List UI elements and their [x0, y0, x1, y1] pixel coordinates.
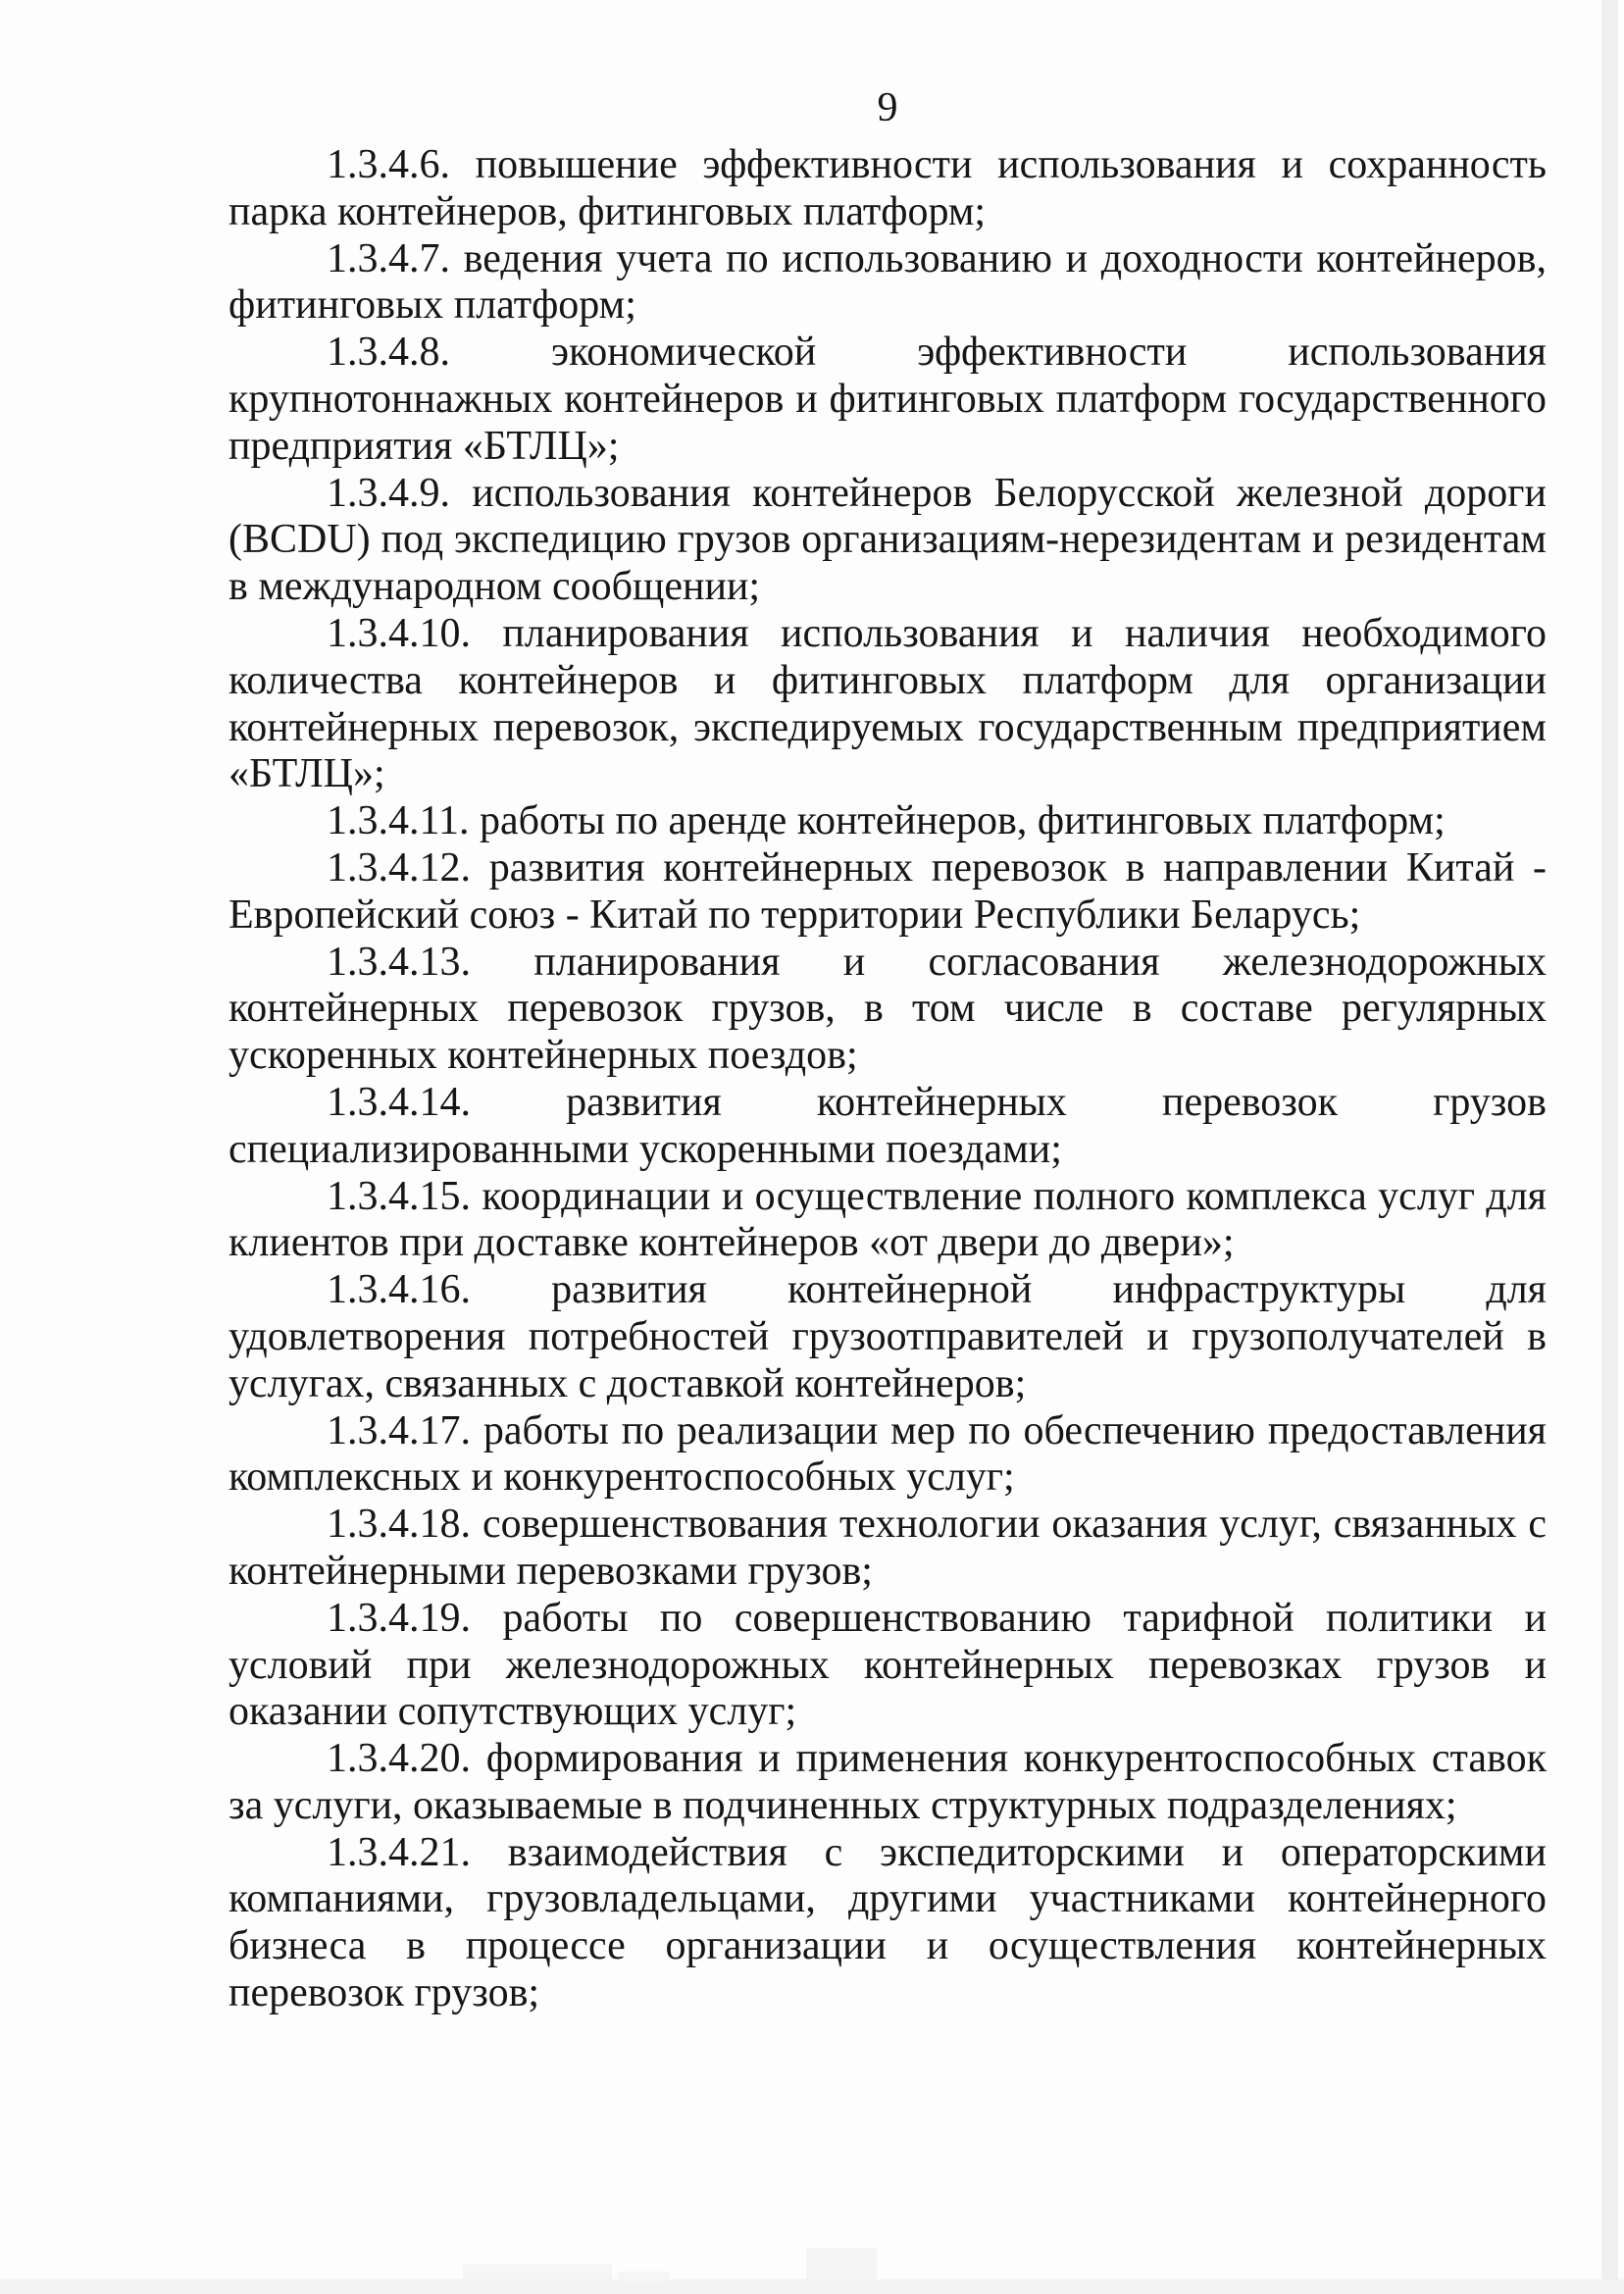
clause-paragraph-1.3.4.10 [228, 611, 1547, 798]
text-line: 1.3.4.15. координации и осуществление полного комплекса услуг для [327, 1173, 1547, 1219]
clause-paragraph-1.3.4.9 [228, 471, 1547, 611]
text-line: 1.3.4.16. развития контейнерной инфраструктуры для [327, 1267, 1547, 1313]
text-line: 1.3.4.7. ведения учета по использованию и доходности контейнеров, [327, 235, 1547, 281]
clause-paragraph-1.3.4.21 [228, 1830, 1547, 2017]
text-line: оказании сопутствующих услуг; [228, 1689, 797, 1735]
text-line: бизнеса в процессе организации и осуществления контейнерных [228, 1923, 1547, 1969]
scan-smudge [806, 2248, 877, 2281]
clause-paragraph-1.3.4.16 [228, 1267, 1547, 1407]
text-line: 1.3.4.9. использования контейнеров Белорусской железной дороги [327, 470, 1547, 516]
text-line: клиентов при доставке контейнеров «от двери до двери»; [228, 1220, 1235, 1266]
clause-paragraph-1.3.4.14 [228, 1080, 1547, 1174]
text-line: контейнерными перевозками грузов; [228, 1548, 873, 1594]
clause-paragraph-1.3.4.20 [228, 1736, 1547, 1830]
text-line: 1.3.4.6. повышение эффективности использования и сохранность [327, 142, 1547, 187]
scan-smudge [463, 2264, 612, 2279]
text-line: удовлетворения потребностей грузоотправителей и грузополучателей в [228, 1313, 1547, 1359]
scan-edge-shadow-right [1601, 0, 1618, 2294]
text-line: контейнерных перевозок грузов, в том числе в составе регулярных [228, 986, 1547, 1032]
text-line: специализированными ускоренными поездами; [228, 1126, 1062, 1172]
text-line: перевозок грузов; [228, 1970, 540, 2016]
clause-paragraph-1.3.4.6 [228, 142, 1547, 236]
text-line: 1.3.4.8. экономической эффективности использования [327, 330, 1547, 376]
text-line: 1.3.4.13. планирования и согласования железнодорожных [327, 939, 1547, 985]
text-line: 1.3.4.21. взаимодействия с экспедиторскими и операторскими [327, 1829, 1547, 1875]
text-line: услугах, связанных с доставкой контейнеров; [228, 1360, 1027, 1406]
clause-paragraph-1.3.4.17 [228, 1408, 1547, 1503]
text-block [228, 142, 1547, 2017]
text-line: фитинговых платформ; [228, 282, 636, 329]
text-line: 1.3.4.19. работы по совершенствованию тарифной политики и [327, 1595, 1547, 1641]
text-line: в международном сообщении; [228, 564, 761, 610]
text-line: Европейский союз - Китай по территории Республики Беларусь; [228, 892, 1361, 938]
text-line: 1.3.4.18. совершенствования технологии оказания услуг, связанных с [327, 1502, 1547, 1548]
text-line: 1.3.4.10. планирования использования и наличия необходимого [327, 610, 1547, 656]
clause-paragraph-1.3.4.7 [228, 236, 1547, 331]
scan-smudge [618, 2271, 669, 2281]
text-line: 1.3.4.11. работы по аренде контейнеров, фитинговых платформ; [327, 798, 1446, 844]
clause-paragraph-1.3.4.18 [228, 1502, 1547, 1596]
text-line: 1.3.4.20. формирования и применения конкурентоспособных ставок [327, 1736, 1547, 1782]
clause-paragraph-1.3.4.8 [228, 330, 1547, 470]
clause-paragraph-1.3.4.19 [228, 1596, 1547, 1736]
page-number: 9 [877, 85, 898, 130]
clause-paragraph-1.3.4.13 [228, 940, 1547, 1080]
text-line: «БТЛЦ»; [228, 751, 385, 797]
text-line: предприятия «БТЛЦ»; [228, 423, 620, 469]
text-line: 1.3.4.14. развития контейнерных перевозок грузов [327, 1079, 1547, 1125]
text-line: 1.3.4.12. развития контейнерных перевозок в направлении Китай - [327, 844, 1547, 891]
text-line: (BCDU) под экспедицию грузов организациям-нерезидентам и резидентам [228, 517, 1547, 563]
text-line: комплексных и конкурентоспособных услуг; [228, 1454, 1015, 1501]
text-line: парка контейнеров, фитинговых платформ; [228, 188, 987, 234]
clause-paragraph-1.3.4.15 [228, 1174, 1547, 1268]
text-line: условий при железнодорожных контейнерных перевозках грузов и [228, 1642, 1547, 1688]
text-line: компаниями, грузовладельцами, другими участниками контейнерного [228, 1876, 1547, 1922]
text-line: ускоренных контейнерных поездов; [228, 1033, 858, 1079]
clause-paragraph-1.3.4.12 [228, 845, 1547, 940]
text-line: 1.3.4.17. работы по реализации мер по обеспечению предоставления [327, 1407, 1547, 1453]
text-line: контейнерных перевозок, экспедируемых государственным предприятием [228, 704, 1547, 750]
scan-shadow-bottom [0, 2279, 1624, 2294]
text-line: за услуги, оказываемые в подчиненных структурных подразделениях; [228, 1782, 1457, 1828]
clause-paragraph-1.3.4.11 [228, 798, 1547, 845]
text-line: крупнотоннажных контейнеров и фитинговых платформ государственного [228, 376, 1547, 422]
text-line: количества контейнеров и фитинговых платформ для организации [228, 657, 1547, 703]
